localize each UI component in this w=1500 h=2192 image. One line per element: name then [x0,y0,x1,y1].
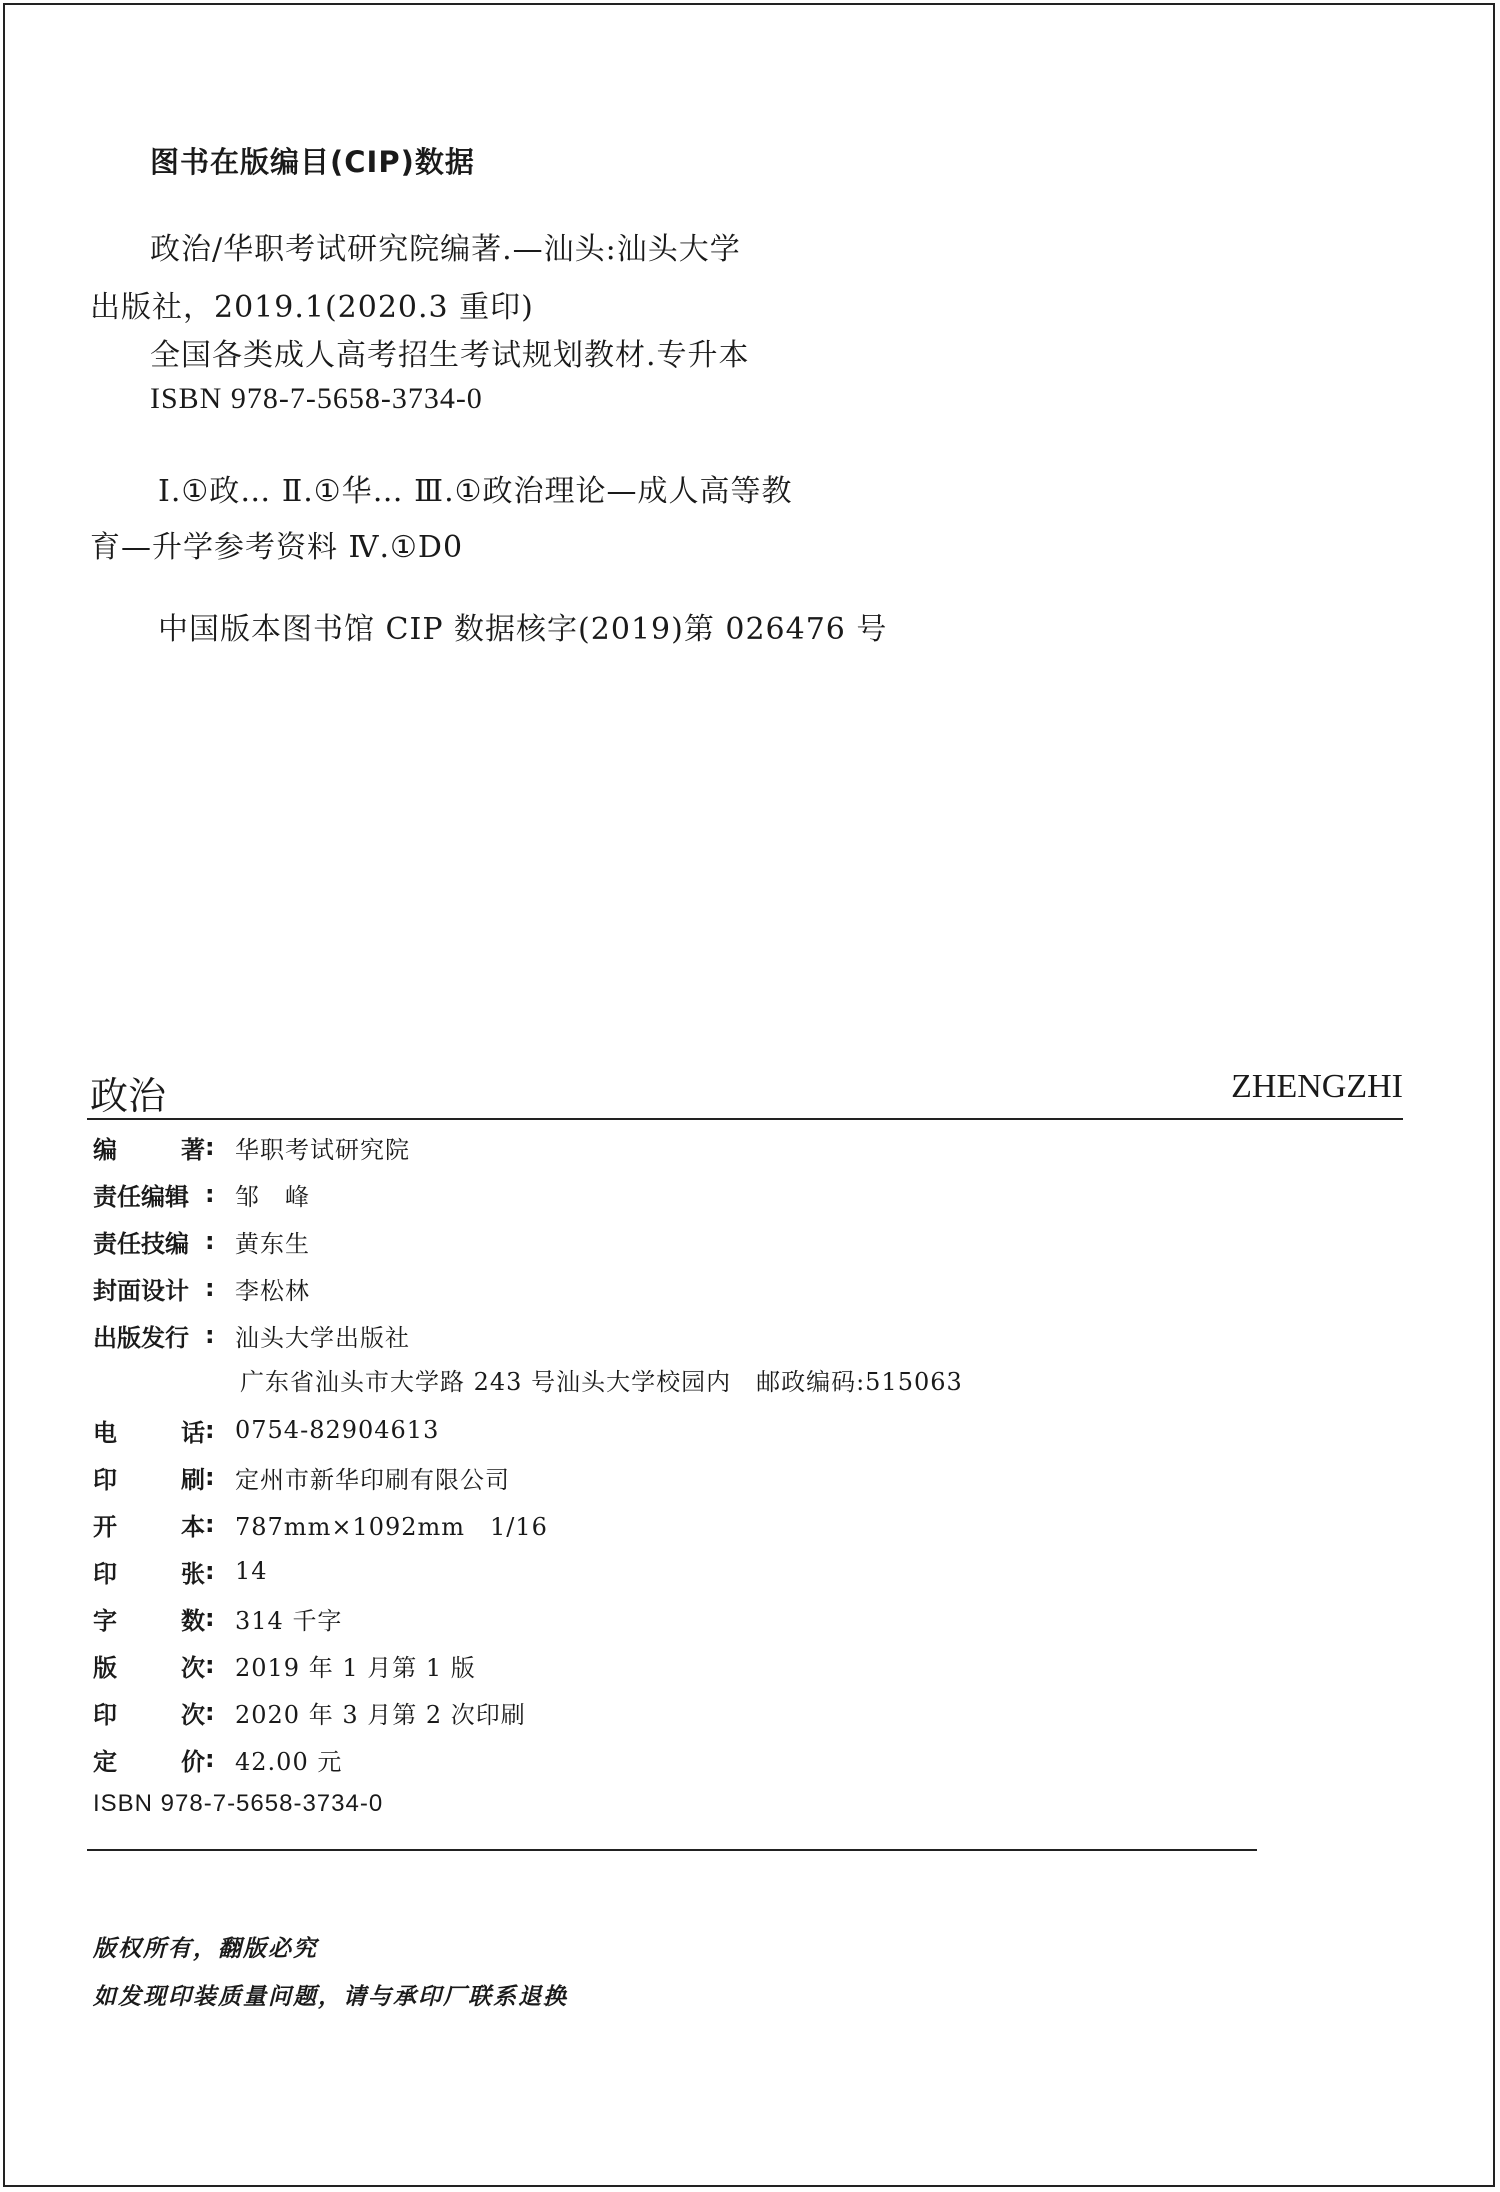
info-label [93,1601,205,1636]
info-label [93,1271,205,1306]
info-label [93,1695,205,1730]
info-label-part: 责任编辑 [93,1182,189,1211]
info-label-part: 开 [93,1512,117,1541]
info-label-part: 定 [93,1747,117,1776]
info-colon: : [205,1604,215,1632]
info-colon: : [205,1510,215,1538]
cip-heading: 图书在版编目(CIP)数据 [150,145,475,179]
info-row [93,1460,510,1494]
cip-classification-line-2: 育—升学参考资料 Ⅳ.①D0 [90,530,464,565]
cip-line-2: 出版社，2019.1(2020.3 重印) [90,290,534,325]
info-label-part: 次 [181,1700,205,1729]
info-label [93,1648,205,1683]
info-label-part: 责任技编 [93,1229,189,1258]
info-label [93,1318,205,1353]
cip-line-3: 全国各类成人高考招生考试规划教材.专升本 [150,338,750,373]
info-value: 2020 年 3 月第 2 次印刷 [235,1700,526,1729]
info-colon: : [205,1557,215,1585]
info-label-part: 价 [181,1747,205,1776]
info-label-part: 字 [93,1606,117,1635]
cip-line-1: 政治/华职考试研究院编著.—汕头:汕头大学 [150,232,741,267]
info-colon: : [205,1133,215,1161]
info-label-part: 印 [93,1700,117,1729]
info-row [93,1554,268,1588]
info-label-part: 话 [181,1418,205,1447]
info-value: 李松林 [235,1276,310,1305]
book-title-pinyin: ZHENGZHI [1231,1068,1403,1105]
info-row [93,1413,439,1447]
info-value: 42.00 元 [235,1747,343,1776]
isbn: ISBN 978-7-5658-3734-0 [93,1790,384,1817]
info-row [93,1742,342,1776]
info-label [93,1742,205,1777]
info-colon: : [205,1651,215,1679]
info-label [93,1413,205,1448]
info-label-part: 数 [181,1606,205,1635]
info-colon: : [205,1416,215,1444]
book-title: 政治 [90,1074,167,1118]
cip-isbn: ISBN 978-7-5658-3734-0 [150,382,483,415]
info-value: 邹 峰 [235,1182,310,1211]
info-colon: : [205,1745,215,1773]
info-value: 华职考试研究院 [235,1135,410,1164]
info-row [93,1271,310,1305]
info-label-part: 版 [93,1653,117,1682]
info-value: 定州市新华印刷有限公司 [235,1465,510,1494]
info-value: 黄东生 [235,1229,310,1258]
info-label-part: 著 [181,1135,205,1164]
info-label-part: 本 [181,1512,205,1541]
info-value: 0754-82904613 [235,1416,440,1444]
info-row [93,1695,526,1729]
info-label-part: 电 [93,1418,117,1447]
info-label [93,1554,205,1589]
info-label [93,1460,205,1495]
info-label-part: 编 [93,1135,117,1164]
info-row [93,1130,410,1164]
info-row [93,1318,410,1352]
info-value: 14 [235,1557,268,1585]
info-row [93,1177,310,1211]
info-label [93,1507,205,1542]
cip-record-number: 中国版本图书馆 CIP 数据核字(2019)第 026476 号 [158,612,888,647]
info-label [93,1130,205,1165]
info-label-part: 刷 [181,1465,205,1494]
info-label [93,1177,205,1212]
info-row [93,1601,342,1635]
info-label-part: 印 [93,1465,117,1494]
info-label-part: 出版发行 [93,1323,189,1352]
info-label-part: 印 [93,1559,117,1588]
info-value: 314 千字 [235,1606,343,1635]
info-colon: : [205,1698,215,1726]
info-label-part: 封面设计 [93,1276,189,1305]
publisher-address: 广东省汕头市大学路 243 号汕头大学校园内 邮政编码:515063 [240,1368,963,1396]
info-row [93,1648,476,1682]
info-label [93,1224,205,1259]
info-colon: : [205,1321,215,1349]
quality-notice: 如发现印装质量问题，请与承印厂联系退换 [93,1984,568,2010]
info-colon: : [205,1227,215,1255]
info-label-part: 张 [181,1559,205,1588]
info-colon: : [205,1180,215,1208]
info-value: 787mm×1092mm 1/16 [235,1512,548,1541]
cip-classification-line-1: Ⅰ.①政… Ⅱ.①华… Ⅲ.①政治理论—成人高等教 [158,474,793,509]
info-row [93,1507,548,1541]
copyright-notice: 版权所有，翻版必究 [93,1936,318,1962]
info-label-part: 次 [181,1653,205,1682]
divider-top [87,1118,1403,1120]
info-colon: : [205,1463,215,1491]
info-colon: : [205,1274,215,1302]
divider-bottom [87,1849,1257,1851]
info-row [93,1224,310,1258]
info-value: 2019 年 1 月第 1 版 [235,1653,476,1682]
info-value: 汕头大学出版社 [235,1323,410,1352]
